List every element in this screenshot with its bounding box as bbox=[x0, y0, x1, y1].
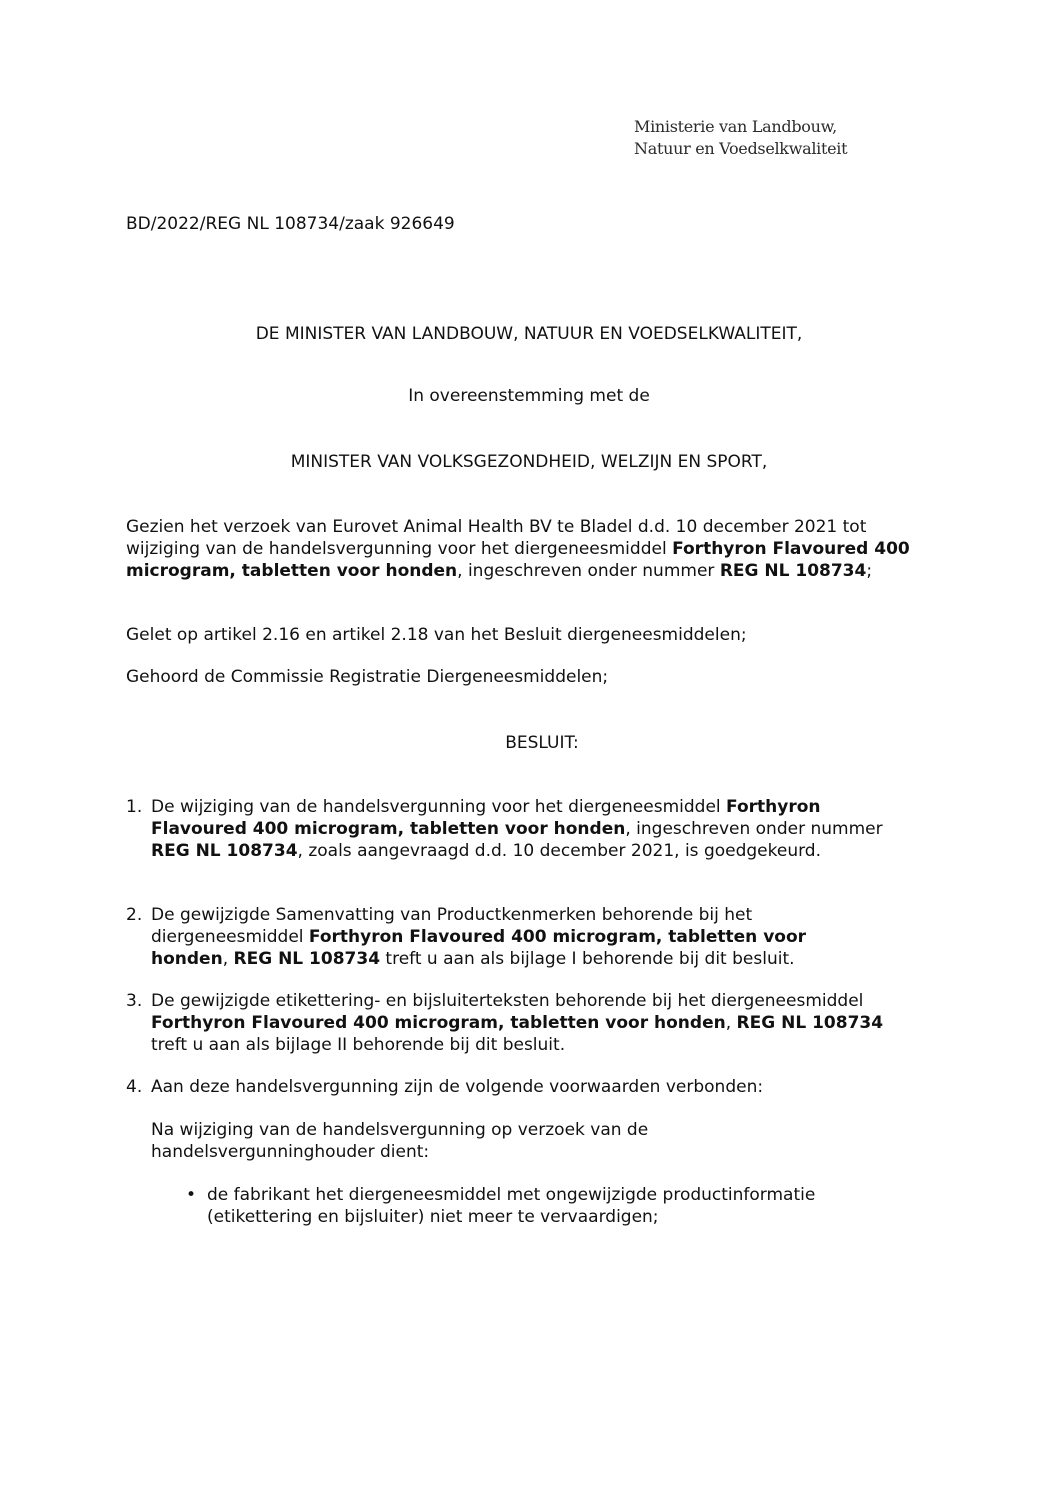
list-number: 2. bbox=[126, 905, 143, 925]
item-text-c: treft u aan als bijlage II behorende bij dit besluit. bbox=[151, 1035, 566, 1055]
list-item-3 bbox=[126, 990, 886, 1056]
list-item-4 bbox=[126, 1076, 886, 1163]
item-text-c: treft u aan als bijlage I behorende bij dit besluit. bbox=[380, 949, 795, 969]
heading-minister-vws: MINISTER VAN VOLKSGEZONDHEID, WELZIJN EN SPORT, bbox=[290, 452, 768, 472]
paragraph-gezien bbox=[126, 516, 926, 582]
item-text-a: De gewijzigde etikettering- en bijsluiterteksten behorende bij het diergeneesmiddel bbox=[151, 991, 864, 1011]
gezien-text-2: , ingeschreven onder nummer bbox=[457, 561, 720, 581]
paragraph-gelet: Gelet op artikel 2.16 en artikel 2.18 van het Besluit diergeneesmiddelen; bbox=[126, 625, 747, 645]
item-text-b: , ingeschreven onder nummer bbox=[625, 819, 883, 839]
item-product: Forthyron Flavoured 400 microgram, tabletten voor honden bbox=[151, 1013, 726, 1033]
bullet-text: de fabrikant het diergeneesmiddel met ongewijzigde productinformatie (etikettering en bijsluiter) niet meer te vervaardigen; bbox=[207, 1185, 816, 1227]
ministry-logo bbox=[634, 116, 847, 160]
reference-number: BD/2022/REG NL 108734/zaak 926649 bbox=[126, 214, 455, 234]
item-text-a: De wijziging van de handelsvergunning voor het diergeneesmiddel bbox=[151, 797, 727, 817]
bullet-item bbox=[186, 1184, 886, 1228]
list-item-1 bbox=[126, 796, 886, 862]
item-text-b: , bbox=[725, 1013, 737, 1033]
gezien-reg: REG NL 108734 bbox=[719, 561, 867, 581]
list-item-2 bbox=[126, 904, 886, 970]
logo-line-1: Ministerie van Landbouw, bbox=[634, 117, 837, 136]
item-text-b: , bbox=[222, 949, 234, 969]
logo-line-2: Natuur en Voedselkwaliteit bbox=[634, 139, 848, 158]
item-text: Aan deze handelsvergunning zijn de volgende voorwaarden verbonden: bbox=[151, 1077, 764, 1097]
gezien-product: Forthyron Flavoured 400 microgram, tabletten voor honden bbox=[126, 539, 910, 581]
item-subparagraph: Na wijziging van de handelsvergunning op verzoek van de handelsvergunninghouder dient: bbox=[151, 1120, 649, 1162]
list-number: 1. bbox=[126, 797, 143, 817]
item-reg: REG NL 108734 bbox=[151, 841, 298, 861]
paragraph-gehoord: Gehoord de Commissie Registratie Diergeneesmiddelen; bbox=[126, 667, 609, 687]
item-text-c: , zoals aangevraagd d.d. 10 december 2021, is goedgekeurd. bbox=[297, 841, 821, 861]
item-text-a: De gewijzigde Samenvatting van Productkenmerken behorende bij het diergeneesmiddel bbox=[151, 905, 753, 947]
gezien-text-1: Gezien het verzoek van Eurovet Animal Health BV te Bladel d.d. 10 december 2021 tot wijziging van de handelsvergunning voor het diergeneesmiddel bbox=[126, 517, 867, 559]
item-product: Forthyron Flavoured 400 microgram, tabletten voor honden bbox=[151, 927, 807, 969]
gezien-text-3: ; bbox=[866, 561, 873, 581]
bullet-icon: • bbox=[186, 1185, 197, 1205]
list-number: 3. bbox=[126, 991, 143, 1011]
item-reg: REG NL 108734 bbox=[233, 949, 381, 969]
list-number: 4. bbox=[126, 1077, 143, 1097]
besluit-title: BESLUIT: bbox=[505, 733, 579, 753]
item-reg: REG NL 108734 bbox=[736, 1013, 884, 1033]
heading-in-overeenstemming: In overeenstemming met de bbox=[408, 386, 650, 406]
item-product: Forthyron Flavoured 400 microgram, tabletten voor honden bbox=[151, 797, 821, 839]
heading-minister-lnv: DE MINISTER VAN LANDBOUW, NATUUR EN VOEDSELKWALITEIT, bbox=[255, 324, 803, 344]
